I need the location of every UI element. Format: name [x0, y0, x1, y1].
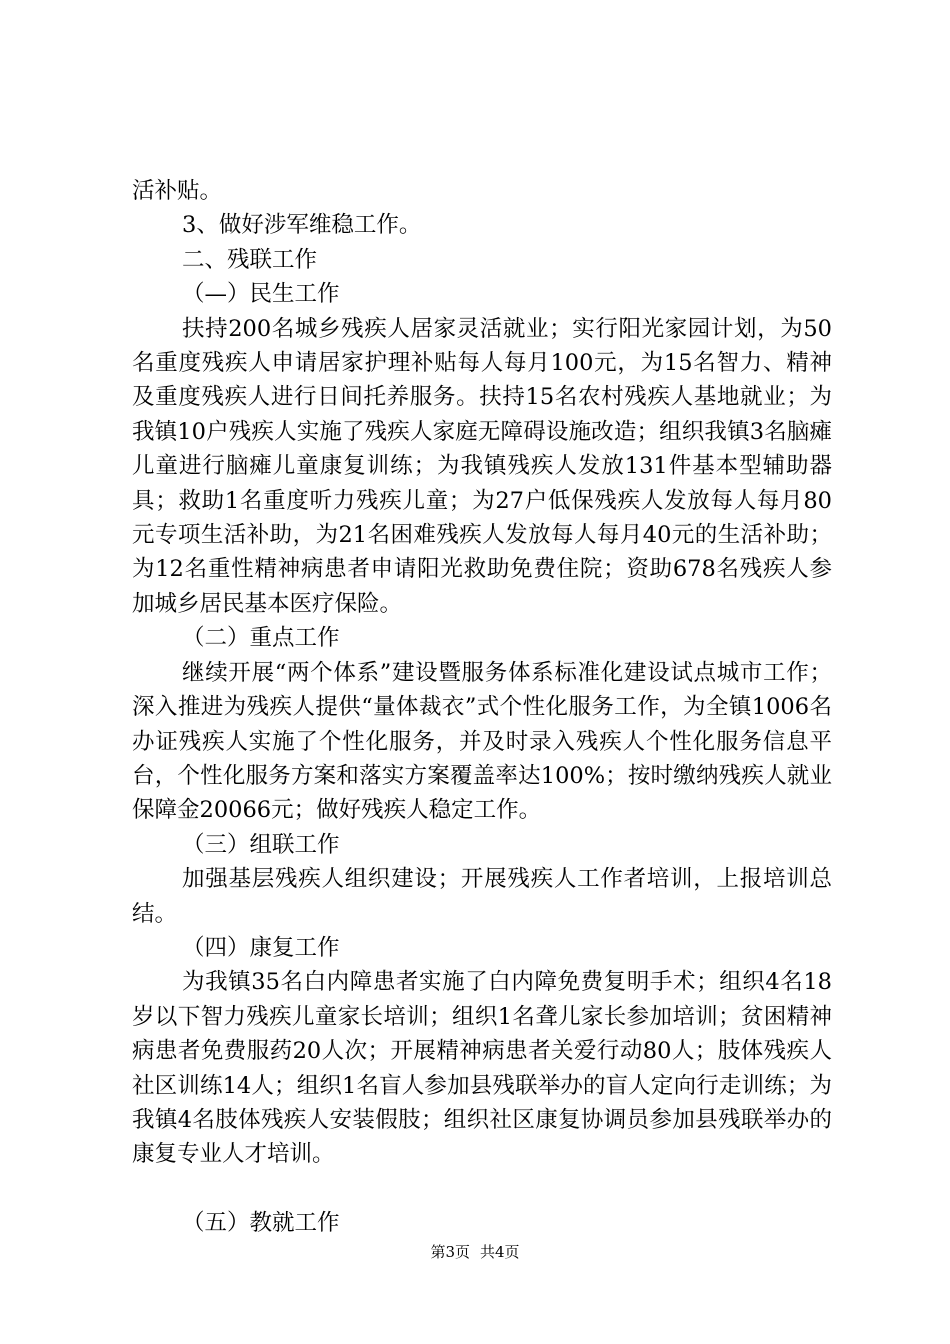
section-heading-disabled-federation: 二、残联工作	[182, 246, 318, 273]
paragraph-key-work: 继续开展“两个体系”建设暨服务体系标准化建设试点城市工作；深入推进为残疾人提供“量体裁衣”式个性化服务工作，为全镇1006名办证残疾人实施了个性化服务，并及时录入残疾人个性化服务信息平台，个性化服务方案和落实方案覆盖率达100%；按时缴纳残疾人就业保障金20066元；做好残疾人稳定工作。	[132, 659, 832, 824]
paragraph-organization: 加强基层残疾人组织建设；开展残疾人工作者培训，上报培训总结。	[132, 866, 832, 927]
subheading-livelihood: （—）民生工作	[182, 281, 340, 308]
page-number: 第3页	[430, 1243, 470, 1261]
paragraph-livelihood: 扶持200名城乡残疾人居家灵活就业；实行阳光家园计划，为50名重度残疾人申请居家护理补贴每人每月100元，为15名智力、精神及重度残疾人进行日间托养服务。扶持15名农村残疾人基地就业；为我镇10户残疾人实施了残疾人家庭无障碍设施改造；组织我镇3名脑瘫儿童进行脑瘫儿童康复训练；为我镇残疾人发放131件基本型辅助器具；救助1名重度听力残疾儿童；为27户低保残疾人发放每人每月80元专项生活补助，为21名困难残疾人发放每人每月40元的生活补助；为12名重性精神病患者申请阳光救助免费住院；资助678名残疾人参加城乡居民基本医疗保险。	[132, 315, 832, 617]
document-body	[132, 174, 832, 1240]
subheading-education-employment: （五）教就工作	[182, 1209, 340, 1236]
list-item-3: 3、做好涉军维稳工作。	[182, 212, 422, 239]
subheading-key-work: （二）重点工作	[182, 625, 340, 652]
paragraph-continuation: 活补贴。	[132, 178, 223, 204]
page-footer	[0, 1242, 950, 1262]
subheading-rehabilitation: （四）康复工作	[182, 934, 340, 961]
subheading-organization: （三）组联工作	[182, 831, 340, 858]
page-total: 共4页	[480, 1243, 520, 1261]
paragraph-rehabilitation: 为我镇35名白内障患者实施了白内障免费复明手术；组织4名18岁以下智力残疾儿童家长培训；组织1名聋儿家长参加培训；贫困精神病患者免费服药20人次；开展精神病患者关爱行动80人；肢体残疾人社区训练14人；组织1名盲人参加县残联举办的盲人定向行走训练；为我镇4名肢体残疾人安装假肢；组织社区康复协调员参加县残联举办的康复专业人才培训。	[132, 969, 832, 1168]
